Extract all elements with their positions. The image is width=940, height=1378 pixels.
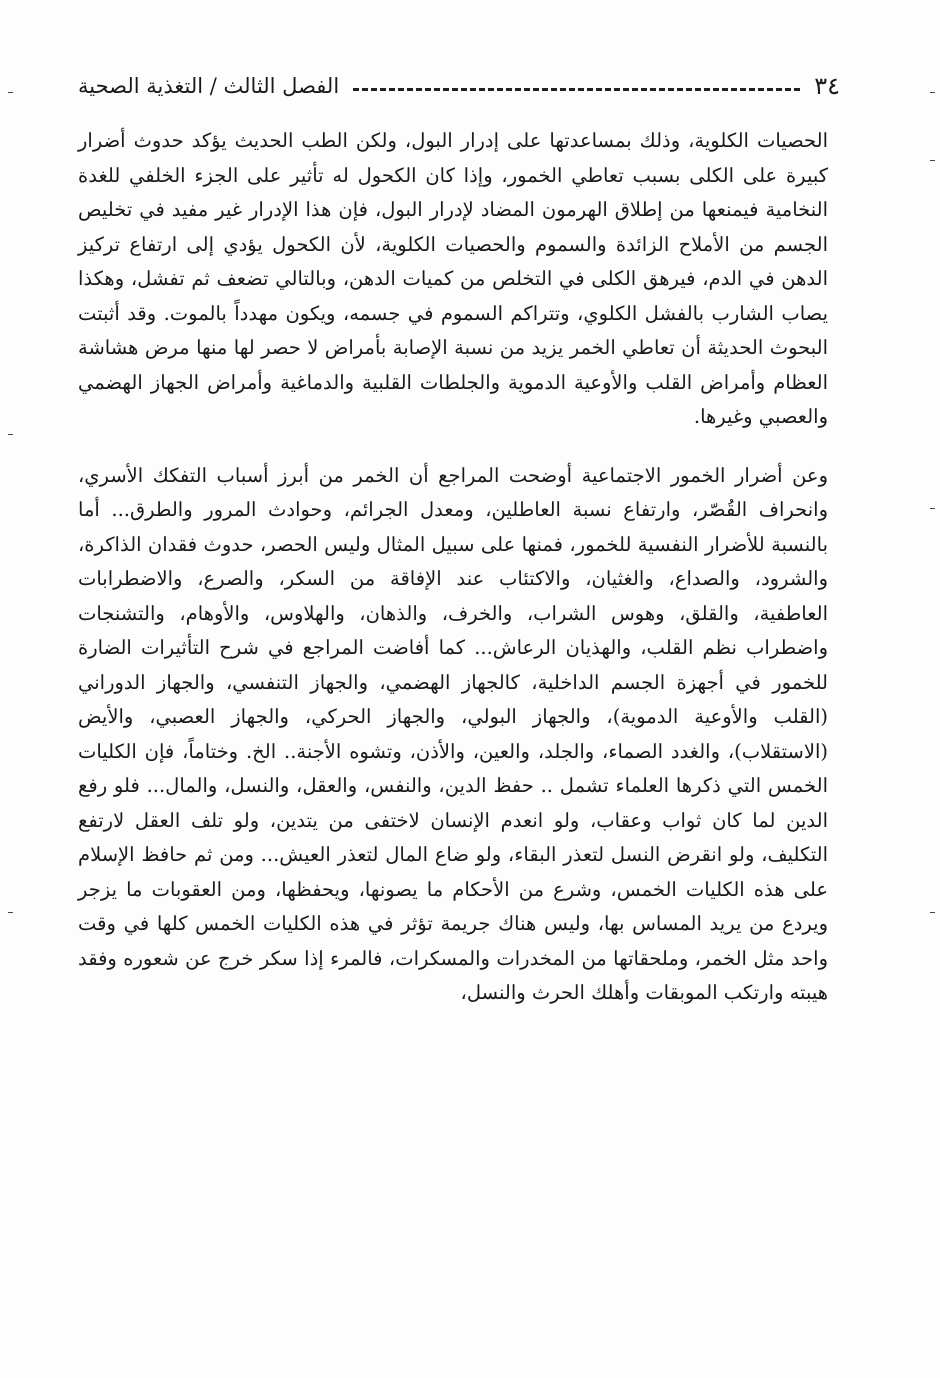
header-dashed-leader xyxy=(353,88,800,91)
body-text xyxy=(78,124,828,1011)
margin-mark xyxy=(930,508,935,509)
margin-mark xyxy=(930,92,935,93)
margin-mark xyxy=(8,434,13,435)
paragraph-1: الحصيات الكلوية، وذلك بمساعدتها على إدرار البول، ولكن الطب الحديث يؤكد حدوث أضرار كبيرة على الكلى بسبب تعاطي الخمور، وإذا كان الكحول له تأثير على الجزء الخلفي للغدة النخامية فيمنعها من إطلاق الهرمون المضاد لإدرار البول، فإن هذا الإدرار غير مفيد في تخليص الجسم من الأملاح الزائدة والسموم والحصيات الكلوية، لأن الكحول يؤدي إلى ارتفاع تركيز الدهن في الدم، فيرهق الكلى في التخلص من كميات الدهن، وبالتالي تضعف ثم تفشل، وهكذا يصاب الشارب بالفشل الكلوي، وتتراكم السموم في جسمه، ويكون مهدداً بالموت. وقد أثبتت البحوث الحديثة أن تعاطي الخمر يزيد من نسبة الإصابة بأمراض لا حصر لها منها مرض هشاشة العظام وأمراض القلب والأوعية الدموية والجلطات القلبية والدماغية وأمراض الجهاز الهضمي والعصبي وغيرها. xyxy=(78,129,828,428)
margin-mark xyxy=(930,912,935,913)
running-title: الفصل الثالث / التغذية الصحية xyxy=(78,74,340,98)
page-number: ٣٤ xyxy=(814,72,840,100)
margin-mark xyxy=(930,160,935,161)
margin-mark xyxy=(8,92,13,93)
margin-mark xyxy=(8,912,13,913)
page-header xyxy=(78,66,840,106)
paragraph-2: وعن أضرار الخمور الاجتماعية أوضحت المراجع أن الخمر من أبرز أسباب التفكك الأسري، وانحراف القُصّر، وارتفاع نسبة العاطلين، ومعدل الجرائم، وحوادث المرور والطرق... أما بالنسبة للأضرار النفسية للخمور، فمنها على سبيل المثال وليس الحصر، حدوث فقدان الذاكرة، والشرود، والصداع، والغثيان، والاكتئاب عند الإفاقة من السكر، والصرع، والاضطرابات العاطفية، والقلق، وهوس الشراب، والخرف، والذهان، والهلاوس، والأوهام، والتشنجات واضطراب نظم القلب، والهذيان الرعاش... كما أفاضت المراجع في شرح التأثيرات الضارة للخمور في أجهزة الجسم الداخلية، كالجهاز الهضمي، والجهاز التنفسي، والجهاز الدوراني (القلب والأوعية الدموية)، والجهاز البولي، والجهاز الحركي، والجهاز العصبي، والأيض (الاستقلاب)، والغدد الصماء، والجلد، والعين، والأذن، وتشوه الأجنة.. الخ. وختاماً، فإن الكليات الخمس التي ذكرها العلماء تشمل .. حفظ الدين، والنفس، والعقل، والنسل، والمال... فلو رفع الدين لما كان ثواب وعقاب، ولو انعدم الإنسان لاختفى من يتدين، ولو تلف العقل لارتفع التكليف، ولو انقرض النسل لتعذر البقاء، ولو ضاع المال لتعذر العيش... ومن ثم حافظ الإسلام على هذه الكليات الخمس، وشرع من الأحكام ما يصونها، ويحفظها، ومن العقوبات ما يزجر ويردع من يريد المساس بها، وليس هناك جريمة تؤثر في هذه الكليات الخمس كلها في وقت واحد مثل الخمر، وملحقاتها من المخدرات والمسكرات، فالمرء إذا سكر خرج عن شعوره وفقد هيبته وارتكب الموبقات وأهلك الحرث والنسل، xyxy=(78,463,828,1004)
